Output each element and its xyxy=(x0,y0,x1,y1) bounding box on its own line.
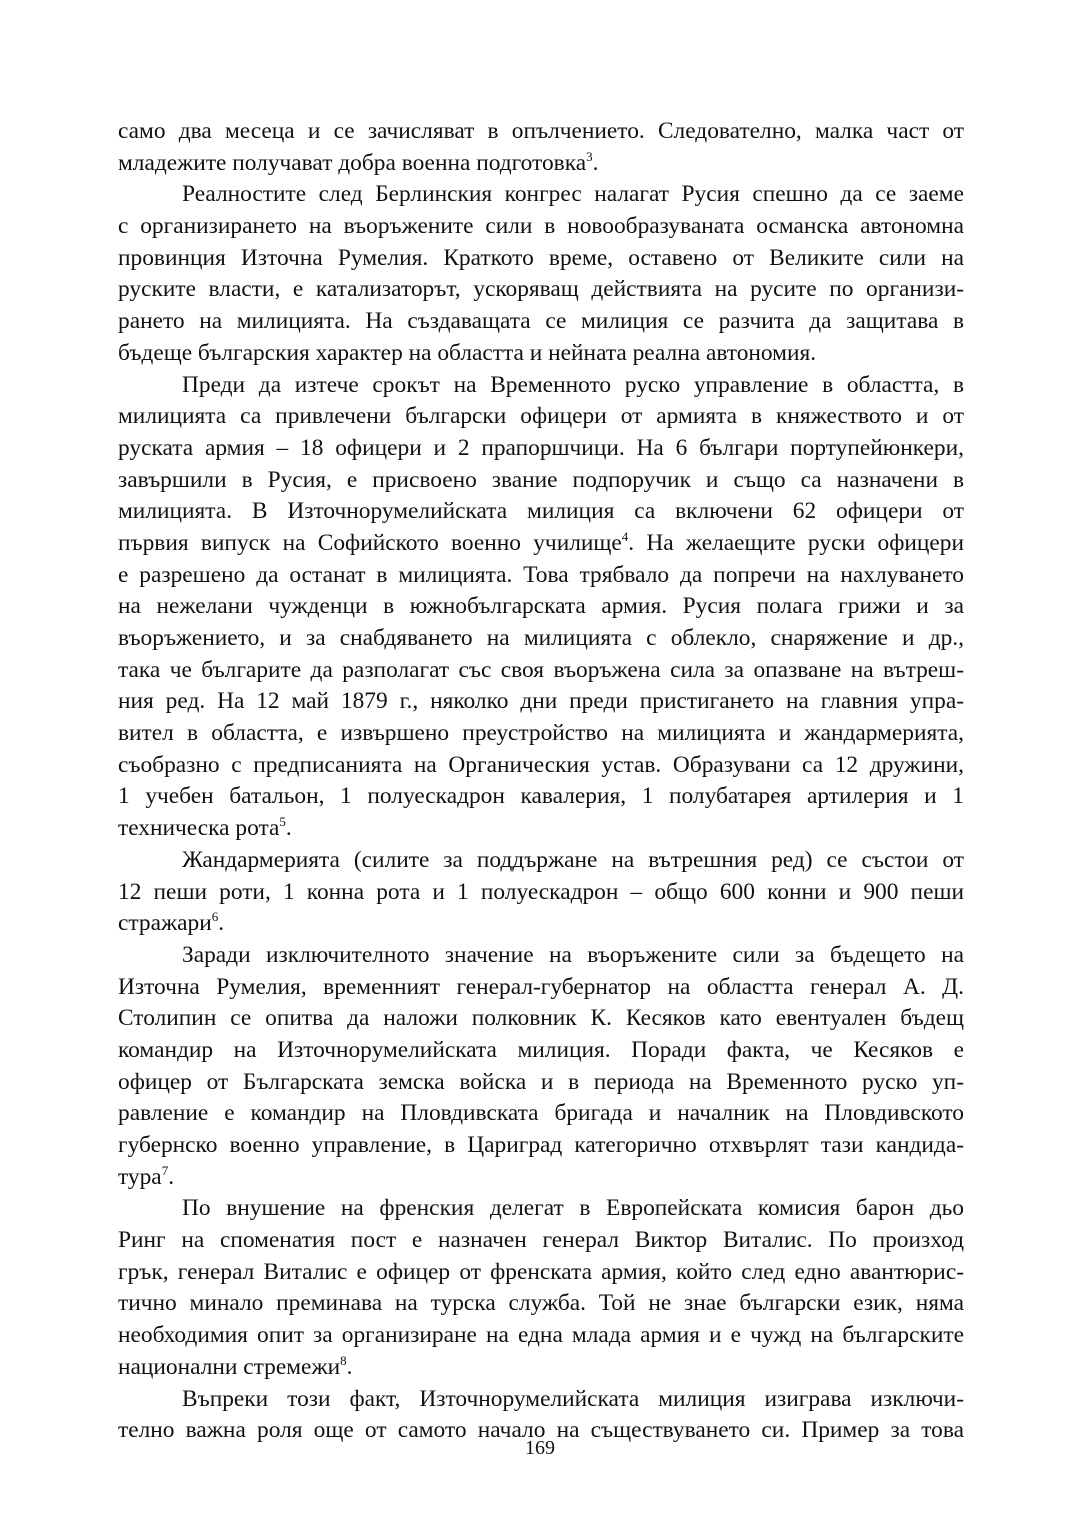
text-line: руската армия – 18 офицери и 2 прапоршчици. На 6 българи портупейюнкери, xyxy=(118,434,964,461)
text-line: губернско военно управление, в Цариград категорично отхвърлят тази кандида- xyxy=(118,1132,964,1158)
paragraph-start: Реалностите след Берлинския конгрес налагат Русия спешно да се заеме xyxy=(182,181,964,208)
paragraph-start: По внушение на френския делегат в Европейската комисия барон дьо xyxy=(182,1195,964,1222)
text-line: младежите получават добра военна подготовка$^3$. xyxy=(118,148,599,176)
text-line: е разрешено да останат в милицията. Това трябвало да попречи на нахлуването xyxy=(118,561,964,588)
text-line: вител в областта, е извършено преустройство на милицията и жандармерията, xyxy=(118,720,964,747)
page-number: 169 xyxy=(525,1437,555,1459)
text-line: с организирането на въоръжените сили в новообразуваната османска автономна xyxy=(118,213,964,240)
text-line: Източна Румелия, временният генерал-губернатор на областта генерал А. Д. xyxy=(118,973,964,1000)
text-line: техническа рота$^5$. xyxy=(118,814,292,842)
paragraph-start: Заради изключителното значение на въоръжените сили за бъдещето на xyxy=(182,941,964,968)
paragraph-start: Въпреки този факт, Източнорумелийската милиция изиграва изключи- xyxy=(182,1385,964,1412)
footnote-ref[interactable]: 7 xyxy=(161,1162,169,1178)
text-line: Ринг на споменатия пост е назначен генерал Виктор Виталис. По произход xyxy=(118,1227,964,1254)
text-line: съобразно с предписанията на Органическия устав. Образувани са 12 дружини, xyxy=(118,751,964,778)
text-line: рането на милицията. На създаващата се милиция се разчита да защитава в xyxy=(118,308,964,335)
paragraph-start: Преди да изтече срокът на Временното руско управление в областта, в xyxy=(182,371,964,398)
text-line: 12 пеши роти, 1 конна рота и 1 полуескадрон – общо 600 конни и 900 пеши xyxy=(118,878,964,905)
text-line: първия випуск на Софийското военно училище$^4$. На желаещите руски офицери xyxy=(118,528,964,556)
text-line: грък, генерал Виталис е офицер от френската армия, който след едно авантюрис- xyxy=(118,1258,964,1285)
footnote-ref[interactable]: 6 xyxy=(211,909,219,925)
text-line: телно важна роля още от самото начало на съществуването си. Пример за това xyxy=(118,1417,964,1444)
text-line: национални стремежи$^8$. xyxy=(118,1352,353,1380)
text-line: ния ред. На 12 май 1879 г., няколко дни преди пристигането на главния упра- xyxy=(118,688,964,715)
footnote-ref[interactable]: 3 xyxy=(586,148,593,164)
text-line: завършили в Русия, е присвоено звание подпоручик и също са назначени в xyxy=(118,466,964,493)
text-line: 1 учебен батальон, 1 полуескадрон кавалерия, 1 полубатарея артилерия и 1 xyxy=(118,783,964,810)
text-line: така че българите да разполагат със своя въоръжена сила за опазване на вътреш- xyxy=(118,656,964,683)
text-line: командир на Източнорумелийската милиция. Поради факта, че Кесяков е xyxy=(118,1036,964,1063)
text-line: стражари$^6$. xyxy=(118,909,225,937)
text-line: въоръжението, и за снабдяването на милицията с облекло, снаряжение и др., xyxy=(118,625,964,651)
footnote-ref[interactable]: 5 xyxy=(279,814,286,830)
paragraph-start: Жандармерията (силите за поддържане на вътрешния ред) се състои от xyxy=(182,846,964,873)
text-line: милицията са привлечени български офицери от армията в княжеството и от xyxy=(118,403,964,430)
footnote-ref[interactable]: 8 xyxy=(340,1352,347,1368)
text-line: тура$^7$. xyxy=(118,1162,175,1190)
footnote-ref[interactable]: 4 xyxy=(621,528,629,544)
page-body xyxy=(118,116,964,1447)
text-line: милицията. В Източнорумелийската милиция са включени 62 офицери от xyxy=(118,498,964,525)
text-line: офицер от Българската земска войска и в периода на Временното руско уп- xyxy=(118,1068,964,1095)
text-line: само два месеца и се зачисляват в опълчението. Следователно, малка част от xyxy=(118,118,964,144)
text-line: бъдеще българския характер на областта и нейната реална автономия. xyxy=(118,339,817,366)
text-line: провинция Източна Румелия. Краткото време, оставено от Великите сили на xyxy=(118,244,964,271)
text-line: Столипин се опитва да наложи полковник К. Кесяков като евентуален бъдещ xyxy=(118,1005,964,1032)
text-line: на нежелани чужденци в южнобългарската армия. Русия полага грижи и за xyxy=(118,593,964,620)
text-line: равление е командир на Пловдивската бригада и началник на Пловдивското xyxy=(118,1100,964,1127)
text-line: руските власти, е катализаторът, ускоряващ действията на русите по организи- xyxy=(118,276,964,303)
text-line: тично минало преминава на турска служба. Той не знае български език, няма xyxy=(118,1290,964,1317)
text-line: необходимия опит за организиране на една млада армия и е чужд на българските xyxy=(118,1322,964,1349)
